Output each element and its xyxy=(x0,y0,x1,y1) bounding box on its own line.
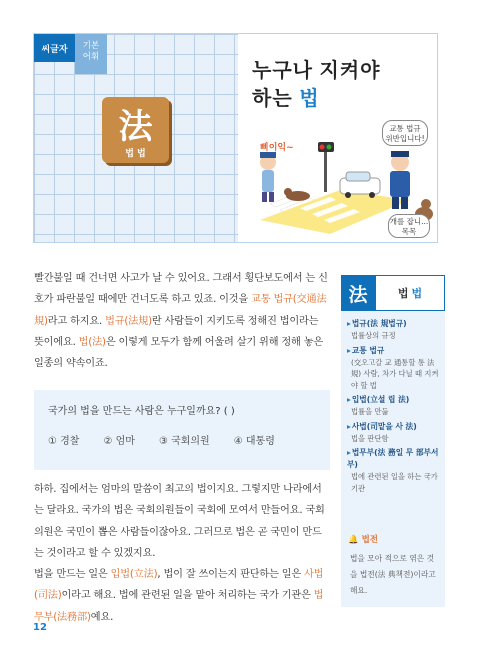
category-tag: 씨글자 xyxy=(34,34,75,62)
speech-bubble-dog: 개를 잡니... 목목 xyxy=(388,214,430,238)
text-run: 이라고 해요. 법에 관련된 일을 맡아 처리하는 국가 기관은 xyxy=(61,590,314,602)
text-run: 란 사람들이 지키도록 정해진 법이라는 뜻이에요. xyxy=(34,315,319,348)
term-highlight: 법(法) xyxy=(78,336,106,348)
glossary-definition: 법에 관련된 일을 하는 국가 기관 xyxy=(351,472,438,493)
subcategory-tag xyxy=(75,34,107,74)
header-panel xyxy=(33,33,438,243)
glossary-term: ▸ 입법(立설 립 法) xyxy=(347,394,443,406)
speech-bubble-officer: 교통 법규 위반입니다! xyxy=(382,120,428,146)
glossary-term: ▸ 사법(司맡을 사 法) xyxy=(347,421,443,433)
quiz-question: 국가의 법을 만드는 사람은 누구일까요? ( ) xyxy=(48,406,235,417)
note-heading xyxy=(348,533,378,545)
text-run: 빨간불일 때 건너면 사고가 날 수 있어요. 그래서 횡단보도에서 는 신호가 파란불일 때에만 건너도록 하고 있죠. 이것을 xyxy=(34,273,328,306)
hanja-tile xyxy=(102,97,169,163)
glossary-reading xyxy=(375,275,445,311)
glossary-item xyxy=(347,394,443,418)
whistle-sound: 삐이익~ xyxy=(260,143,294,153)
glossary-term: ▸ 법무부(法 務일 무 部부서 부) xyxy=(347,447,443,471)
term-highlight: 법규(法規) xyxy=(105,315,152,327)
term-highlight: 법무부(法務部) xyxy=(34,590,324,623)
glossary-item xyxy=(347,318,443,342)
text-run: 라고 하지요. xyxy=(47,315,106,327)
glossary-hanja: 法 xyxy=(341,275,375,311)
glossary-definition: 법률상의 규정 xyxy=(351,331,396,340)
quiz-options xyxy=(48,432,318,447)
text-run: 하하. 집에서는 엄마의 말씀이 최고의 법이지요. 그렇지만 나라에서는 달라요. 국가의 법은 국회의원들이 국회에 모여서 만들어요. 국회의원은 국민이 뽑은 사람들이잖아요. 그러므로 법은 곧 국민이 만드는 것이라고 할 수 있겠지요. xyxy=(34,484,325,559)
glossary-sidebar xyxy=(341,275,445,607)
body-paragraph-2 xyxy=(34,479,330,628)
bell-icon: 🔔 xyxy=(348,535,359,545)
quiz-option[interactable]: ② 엄마 xyxy=(103,436,135,447)
text-run: 법을 만드는 일은 xyxy=(34,569,111,581)
glossary-definition: 법을 판단함 xyxy=(351,433,389,443)
quiz-option[interactable]: ④ 대통령 xyxy=(233,436,275,447)
glossary-header xyxy=(341,275,445,311)
glossary-item xyxy=(347,421,443,445)
text-run: 예요. xyxy=(90,611,114,623)
term-highlight: 입법(立法) xyxy=(110,569,158,581)
quiz-option[interactable]: ③ 국회의원 xyxy=(158,436,210,447)
page-title-line1: 누구나 지켜야 xyxy=(252,60,381,82)
subcategory-tag-text: 기본 어휘 xyxy=(82,41,100,62)
quiz-box xyxy=(34,390,330,470)
note-title: 법전 xyxy=(361,535,378,545)
glossary-list xyxy=(347,318,443,497)
traffic-illustration xyxy=(240,122,438,240)
tile-hanja-character: 法 xyxy=(118,107,153,147)
quiz-option[interactable]: ① 경찰 xyxy=(48,436,80,447)
text-run: , 법이 잘 쓰이는지 판단하는 일은 xyxy=(157,569,305,581)
glossary-term: ▸ 법규(法 規법규) xyxy=(347,318,443,330)
body-paragraph-1 xyxy=(34,268,330,374)
text-run: 은 이렇게 모두가 함께 어울려 살기 위해 정해 놓은 일종의 약속이죠. xyxy=(34,336,323,370)
tile-reading: 법 법 xyxy=(125,149,146,159)
glossary-reading-bold: 법 xyxy=(411,287,423,300)
glossary-reading-prefix: 법 xyxy=(397,287,409,300)
title-highlight: 법 xyxy=(299,88,320,110)
glossary-definition: 법률을 만듦 xyxy=(351,407,389,416)
term-highlight: 사법(司法) xyxy=(34,569,324,602)
title-prefix: 하는 xyxy=(252,88,300,110)
note-description: 법을 모아 적으로 엮은 것을 법전(法 典책전)이라고 해요. xyxy=(350,554,436,595)
glossary-item xyxy=(347,345,443,392)
glossary-term: ▸ 교통 법규 xyxy=(347,345,443,357)
title-box xyxy=(240,40,435,122)
page-number: 12 xyxy=(33,622,47,633)
glossary-definition: (交오고갈 교 通통할 통 法規) 사람, 차가 다닐 때 지켜야 할 법 xyxy=(351,357,439,390)
glossary-item xyxy=(347,447,443,494)
page-title-line2 xyxy=(252,82,320,111)
term-highlight: 교통 법규(交通法規) xyxy=(34,294,327,327)
